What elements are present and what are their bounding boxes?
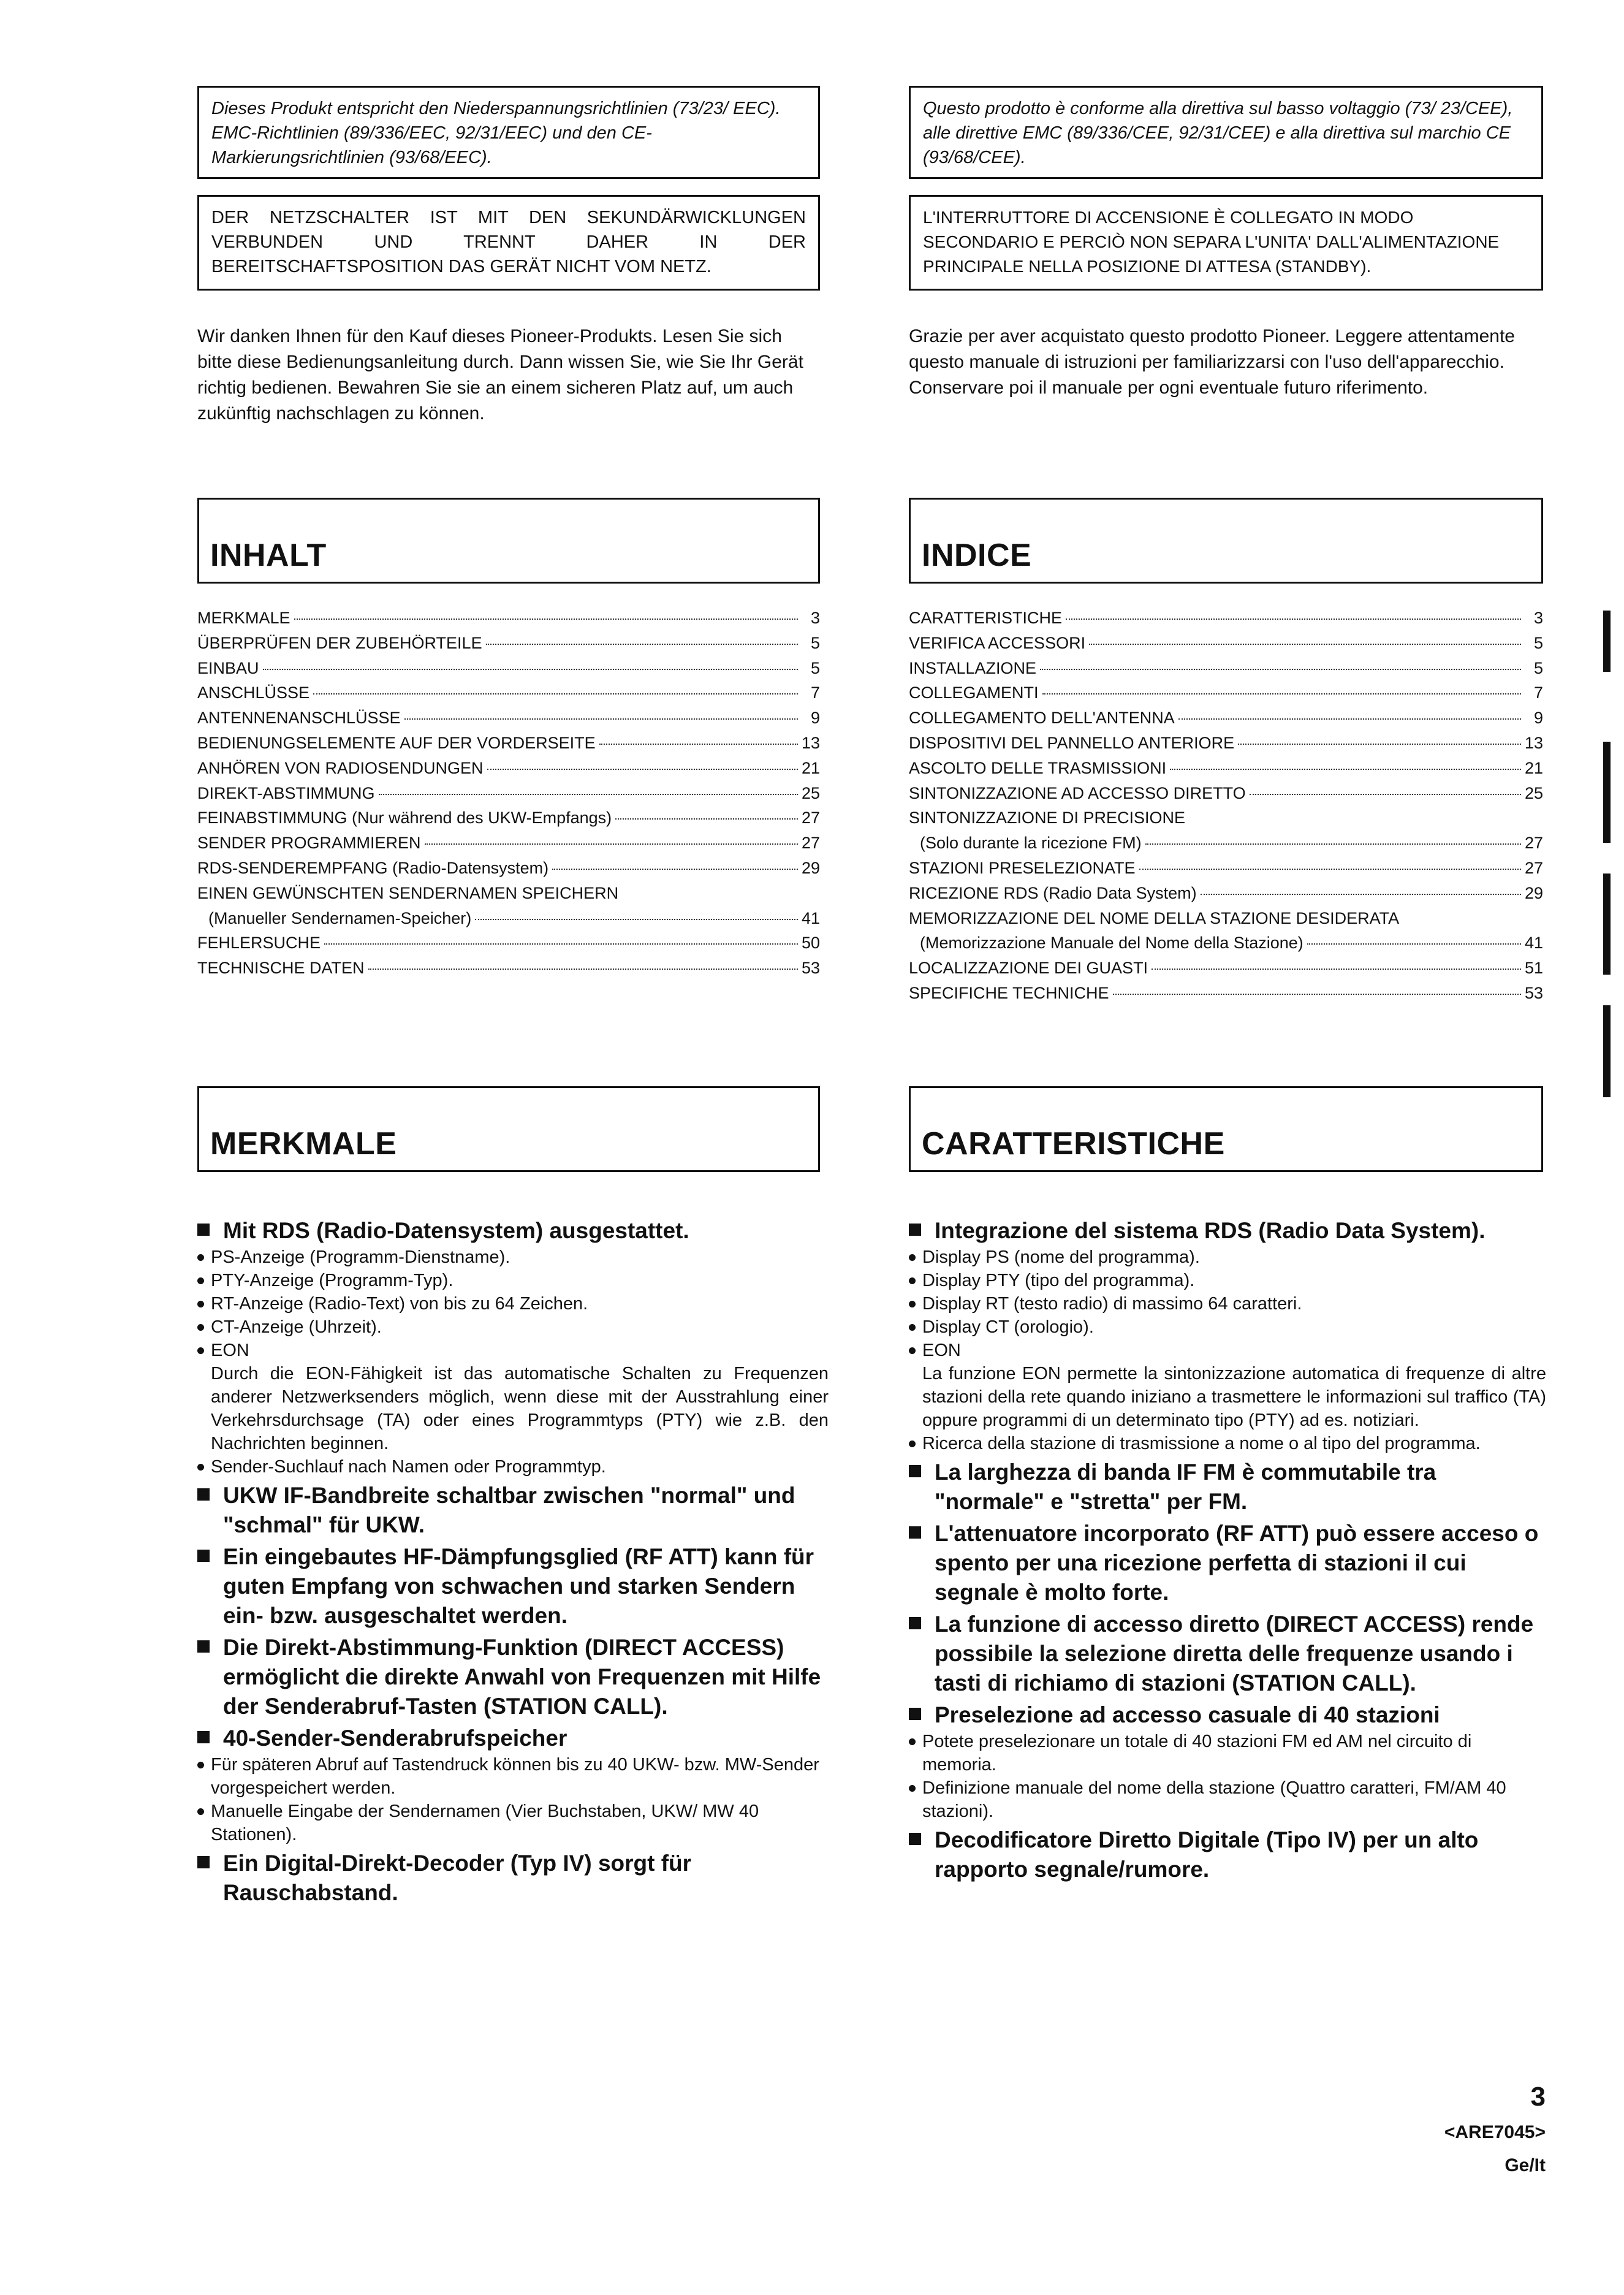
- toc-entry-page: 29: [801, 858, 820, 877]
- german-features-list: [197, 1214, 829, 1908]
- feature-text: Die Direkt-Abstimmung-Funktion (DIRECT ACCESS) ermöglicht die direkte Anwahl von Frequenzen mit Hilfe der Senderabruf-Tasten (STATION CALL).: [223, 1635, 821, 1719]
- german-features-heading-box: [197, 1086, 820, 1172]
- toc-entry-label: EINBAU: [197, 658, 259, 677]
- divider: [911, 1170, 1541, 1172]
- toc-entry-label: ASCOLTO DELLE TRASMISSIONI: [909, 758, 1167, 777]
- bullet-text: CT-Anzeige (Uhrzeit).: [211, 1317, 382, 1337]
- feature-bullet: [909, 1432, 1546, 1455]
- bullet-text: Ricerca della stazione di trasmissione a nome o al tipo del programma.: [922, 1434, 1481, 1453]
- toc-entry-label: ANSCHLÜSSE: [197, 683, 310, 702]
- feature-heading: [909, 1519, 1546, 1607]
- feature-bullet: [197, 1455, 829, 1479]
- dot-bullet-icon: [197, 1762, 204, 1768]
- toc-leader-dots: [1139, 869, 1521, 870]
- toc-leader-dots: [425, 843, 798, 845]
- italian-ce-notice: [909, 86, 1543, 179]
- toc-entry-label: ANHÖREN VON RADIOSENDUNGEN: [197, 758, 484, 777]
- feature-text: L'attenuatore incorporato (RF ATT) può essere acceso o spento per una ricezione perfetta di stazioni il cui segnale è molto forte.: [935, 1521, 1539, 1605]
- toc-entry-label: LOCALIZZAZIONE DEI GUASTI: [909, 959, 1148, 978]
- toc-entry-page: 9: [810, 709, 820, 728]
- toc-entry: [909, 781, 1543, 806]
- toc-entry-page: 41: [1524, 934, 1543, 953]
- toc-leader-dots: [487, 769, 798, 770]
- feature-text: Ein eingebautes HF-Dämpfungsglied (RF ATT) kann für guten Empfang von schwachen und starken Sendern ein- bzw. ausgeschaltet werden.: [223, 1544, 814, 1628]
- bullet-text: Definizione manuale del nome della stazione (Quattro caratteri, FM/AM 40 stazioni).: [922, 1778, 1506, 1821]
- toc-entry-page: 27: [1524, 858, 1543, 877]
- feature-bullet: [197, 1292, 829, 1315]
- toc-entry-label: ÜBERPRÜFEN DER ZUBEHÖRTEILE: [197, 633, 482, 652]
- toc-entry: [909, 680, 1543, 706]
- german-power-switch-text: DER NETZSCHALTER IST MIT DEN SEKUNDÄRWICKLUNGEN VERBUNDEN UND TRENNT DAHER IN DER BEREITSCHAFTSPOSITION DAS GERÄT NICHT VOM NETZ.: [211, 208, 806, 276]
- toc-entry-label: STAZIONI PRESELEZIONATE: [909, 858, 1136, 877]
- toc-leader-dots: [263, 669, 798, 670]
- bullet-text: RT-Anzeige (Radio-Text) von bis zu 64 Zeichen.: [211, 1294, 588, 1314]
- toc-entry-page: 25: [1524, 783, 1543, 802]
- toc-entry: [197, 631, 820, 656]
- toc-entry-page: 13: [1524, 733, 1543, 752]
- feature-heading: [197, 1542, 829, 1631]
- italian-features-list: [909, 1214, 1546, 1884]
- italian-ce-notice-text: Questo prodotto è conforme alla direttiva sul basso voltaggio (73/ 23/CEE), alle direttive EMC (89/336/CEE, 92/31/CEE) e alla direttiva sul marchio CE (93/68/CEE).: [923, 99, 1513, 167]
- toc-leader-dots: [294, 618, 798, 620]
- toc-entry-label: SINTONIZZAZIONE AD ACCESSO DIRETTO: [909, 783, 1246, 802]
- toc-leader-dots: [1201, 894, 1521, 895]
- feature-heading: [909, 1458, 1546, 1517]
- toc-entry-page: 41: [801, 908, 820, 927]
- square-bullet-icon: [909, 1708, 921, 1720]
- toc-entry-label: RICEZIONE RDS (Radio Data System): [909, 883, 1197, 902]
- toc-entry: [197, 906, 820, 931]
- toc-leader-dots: [1042, 693, 1521, 695]
- italian-power-switch-text: L'INTERRUTTORE DI ACCENSIONE È COLLEGATO IN MODO SECONDARIO E PERCIÒ NON SEPARA L'UNITA' DALL'ALIMENTAZIONE PRINCIPALE NELLA POSIZIONE DI ATTESA (STANDBY).: [923, 208, 1500, 276]
- toc-leader-dots: [486, 644, 798, 645]
- toc-leader-dots: [368, 969, 798, 970]
- feature-heading: [197, 1216, 829, 1246]
- bullet-text: Display PS (nome del programma).: [922, 1247, 1200, 1267]
- toc-entry-page: 5: [1533, 658, 1543, 677]
- dot-bullet-icon: [197, 1347, 204, 1354]
- feature-heading: [909, 1825, 1546, 1884]
- dot-bullet-icon: [197, 1464, 204, 1471]
- feature-bullet: [197, 1339, 829, 1362]
- italian-power-switch-notice: [909, 195, 1543, 291]
- feature-text: Ein Digital-Direkt-Decoder (Typ IV) sorgt für Rauschabstand.: [223, 1851, 692, 1905]
- toc-entry: [909, 881, 1543, 906]
- bullet-text: PTY-Anzeige (Programm-Typ).: [211, 1271, 453, 1290]
- toc-leader-dots: [1178, 718, 1521, 720]
- language-code: Ge/It: [1504, 2155, 1546, 2175]
- toc-entry-label: (Solo durante la ricezione FM): [920, 834, 1142, 853]
- feature-bullet: [197, 1753, 829, 1800]
- bullet-text: Sender-Suchlauf nach Namen oder Programmtyp.: [211, 1457, 606, 1477]
- dot-bullet-icon: [909, 1277, 916, 1284]
- toc-entry-page: 21: [1524, 758, 1543, 777]
- square-bullet-icon: [909, 1224, 921, 1236]
- toc-leader-dots: [324, 943, 798, 945]
- german-intro: Wir danken Ihnen für den Kauf dieses Pioneer-Produkts. Lesen Sie sich bitte diese Bedienungsanleitung durch. Dann wissen Sie, wie Sie Ihr Gerät richtig bedienen. Bewahren Sie sie an einem sicheren Platz auf, um auch zukünftig nachschlagen zu können.: [197, 326, 803, 424]
- dot-bullet-icon: [909, 1738, 916, 1745]
- toc-entry: [197, 956, 820, 981]
- toc-entry: [197, 931, 820, 956]
- toc-entry-label: RDS-SENDEREMPFANG (Radio-Datensystem): [197, 858, 549, 877]
- toc-entry: [909, 805, 1543, 831]
- toc-entry: [909, 756, 1543, 781]
- toc-entry: [197, 805, 820, 831]
- toc-entry: [909, 706, 1543, 731]
- toc-entry: [909, 956, 1543, 981]
- toc-entry-label: SINTONIZZAZIONE DI PRECISIONE: [909, 809, 1186, 828]
- toc-entry: [909, 631, 1543, 656]
- dot-bullet-icon: [197, 1254, 204, 1261]
- italian-table-of-contents: [909, 606, 1543, 1006]
- toc-leader-dots: [1089, 644, 1521, 645]
- dot-bullet-icon: [909, 1254, 916, 1261]
- toc-leader-dots: [552, 869, 798, 870]
- bullet-text: EON: [211, 1341, 249, 1360]
- toc-entry-label: DIREKT-ABSTIMMUNG: [197, 783, 375, 802]
- toc-entry-label: SENDER PROGRAMMIEREN: [197, 834, 421, 853]
- toc-entry-label: COLLEGAMENTI: [909, 683, 1039, 702]
- italian-features-heading: CARATTERISTICHE: [922, 1126, 1225, 1162]
- italian-features-heading-box: [909, 1086, 1543, 1172]
- italian-toc-heading: INDICE: [922, 538, 1032, 573]
- toc-leader-dots: [1145, 843, 1521, 845]
- toc-leader-dots: [1238, 744, 1521, 745]
- toc-entry-page: 53: [801, 959, 820, 978]
- toc-entry-label: TECHNISCHE DATEN: [197, 959, 365, 978]
- toc-leader-dots: [404, 718, 798, 720]
- feature-heading: [197, 1633, 829, 1721]
- feature-bullet: [197, 1800, 829, 1846]
- italian-intro: Grazie per aver acquistato questo prodotto Pioneer. Leggere attentamente questo manuale di istruzioni per familiarizzarsi con l'uso dell'apparecchio. Conservare poi il manuale per ogni eventuale futuro riferimento.: [909, 326, 1515, 398]
- edge-index-mark: [1603, 873, 1611, 975]
- toc-entry-page: 3: [1533, 609, 1543, 627]
- toc-entry-page: 27: [1524, 834, 1543, 853]
- toc-leader-dots: [379, 794, 798, 795]
- feature-heading: [197, 1724, 829, 1753]
- square-bullet-icon: [197, 1550, 210, 1562]
- toc-entry: [197, 881, 820, 906]
- german-ce-notice-text: Dieses Produkt entspricht den Niederspannungsrichtlinien (73/23/ EEC). EMC-Richtlinien (89/336/EEC, 92/31/EEC) und den CE-Markierungsrichtlinien (93/68/EEC).: [211, 99, 781, 167]
- feature-bullet: [197, 1246, 829, 1269]
- toc-entry-label: DISPOSITIVI DEL PANNELLO ANTERIORE: [909, 733, 1235, 752]
- toc-entry-label: FEINABSTIMMUNG (Nur während des UKW-Empfangs): [197, 809, 612, 828]
- toc-entry-page: 9: [1533, 709, 1543, 728]
- feature-text: Preselezione ad accesso casuale di 40 stazioni: [935, 1702, 1440, 1727]
- square-bullet-icon: [197, 1488, 210, 1501]
- german-toc-heading-box: [197, 498, 820, 584]
- feature-text: Integrazione del sistema RDS (Radio Data System).: [935, 1218, 1486, 1243]
- bullet-text: PS-Anzeige (Programm-Dienstname).: [211, 1247, 510, 1267]
- toc-entry-page: 27: [801, 809, 820, 828]
- toc-entry-page: 5: [1533, 633, 1543, 652]
- square-bullet-icon: [197, 1856, 210, 1868]
- toc-entry-page: 5: [810, 658, 820, 677]
- eon-description: Durch die EON-Fähigkeit ist das automatische Schalten zu Frequenzen anderer Netzwerksenders möglich, wenn diese mit der Ausstrahlung einer Verkehrsdurchsage (TA) oder eines Programmtyps (PTY) wie z.B. den Nachrichten beginnen.: [211, 1364, 829, 1453]
- toc-leader-dots: [615, 818, 798, 820]
- toc-entry: [909, 856, 1543, 881]
- dot-bullet-icon: [197, 1324, 204, 1331]
- square-bullet-icon: [909, 1465, 921, 1477]
- toc-leader-dots: [313, 693, 798, 695]
- toc-entry: [197, 606, 820, 631]
- dot-bullet-icon: [909, 1441, 916, 1447]
- toc-entry-label: (Memorizzazione Manuale del Nome della Stazione): [920, 934, 1303, 953]
- toc-entry-label: CARATTERISTICHE: [909, 609, 1063, 627]
- toc-leader-dots: [1040, 669, 1521, 670]
- page-number: 3: [1530, 2082, 1546, 2112]
- dot-bullet-icon: [909, 1347, 916, 1354]
- toc-entry-page: 5: [810, 633, 820, 652]
- feature-bullet: [909, 1339, 1546, 1362]
- toc-entry: [909, 906, 1543, 931]
- feature-text: Decodificatore Diretto Digitale (Tipo IV) per un alto rapporto segnale/rumore.: [935, 1827, 1479, 1882]
- feature-bullet: [909, 1269, 1546, 1292]
- toc-entry-page: 27: [801, 834, 820, 853]
- square-bullet-icon: [909, 1833, 921, 1845]
- feature-heading: [197, 1849, 829, 1908]
- divider: [911, 582, 1541, 584]
- feature-text: UKW IF-Bandbreite schaltbar zwischen "normal" und "schmal" für UKW.: [223, 1483, 795, 1537]
- square-bullet-icon: [197, 1224, 210, 1236]
- feature-heading: [197, 1481, 829, 1540]
- toc-leader-dots: [475, 919, 798, 920]
- toc-entry: [197, 680, 820, 706]
- bullet-text: Potete preselezionare un totale di 40 stazioni FM ed AM nel circuito di memoria.: [922, 1732, 1472, 1775]
- german-toc-heading: INHALT: [210, 538, 327, 573]
- feature-text: La larghezza di banda IF FM è commutabile tra "normale" e "stretta" per FM.: [935, 1460, 1436, 1514]
- toc-entry: [197, 831, 820, 856]
- toc-entry: [197, 856, 820, 881]
- bullet-text: Display PTY (tipo del programma).: [922, 1271, 1195, 1290]
- bullet-text: Für späteren Abruf auf Tastendruck können bis zu 40 UKW- bzw. MW-Sender vorgespeichert werden.: [211, 1755, 819, 1798]
- toc-entry-label: BEDIENUNGSELEMENTE AUF DER VORDERSEITE: [197, 733, 596, 752]
- toc-leader-dots: [1307, 943, 1521, 945]
- bullet-text: Manuelle Eingabe der Sendernamen (Vier Buchstaben, UKW/ MW 40 Stationen).: [211, 1802, 759, 1844]
- toc-leader-dots: [1170, 769, 1521, 770]
- dot-bullet-icon: [909, 1324, 916, 1331]
- toc-entry: [909, 731, 1543, 756]
- toc-leader-dots: [1152, 969, 1521, 970]
- toc-entry-label: VERIFICA ACCESSORI: [909, 633, 1086, 652]
- toc-entry: [197, 756, 820, 781]
- toc-entry-label: EINEN GEWÜNSCHTEN SENDERNAMEN SPEICHERN: [197, 883, 619, 902]
- feature-text: Mit RDS (Radio-Datensystem) ausgestattet.: [223, 1218, 689, 1243]
- feature-heading: [909, 1610, 1546, 1698]
- italian-toc-heading-box: [909, 498, 1543, 584]
- edge-index-mark: [1603, 1005, 1611, 1097]
- feature-bullet: [197, 1315, 829, 1339]
- toc-entry-page: 29: [1524, 883, 1543, 902]
- feature-bullet: [909, 1730, 1546, 1776]
- toc-leader-dots: [1113, 994, 1521, 995]
- german-ce-notice: [197, 86, 820, 179]
- eon-description: La funzione EON permette la sintonizzazione automatica di frequenze di altre stazioni della rete quando iniziano a trasmettere le informazioni sul traffico (TA) oppure programmi di un determinato tipo (PTY) ad es. notiziari.: [922, 1364, 1546, 1430]
- divider: [199, 582, 818, 584]
- dot-bullet-icon: [197, 1277, 204, 1284]
- toc-leader-dots: [1066, 618, 1521, 620]
- dot-bullet-icon: [197, 1301, 204, 1307]
- feature-heading: [909, 1216, 1546, 1246]
- toc-entry-page: 7: [1533, 683, 1543, 702]
- square-bullet-icon: [909, 1617, 921, 1629]
- toc-entry-page: 51: [1524, 959, 1543, 978]
- toc-entry-label: MEMORIZZAZIONE DEL NOME DELLA STAZIONE DESIDERATA: [909, 908, 1400, 927]
- toc-entry-label: FEHLERSUCHE: [197, 934, 321, 953]
- german-table-of-contents: [197, 606, 820, 981]
- feature-bullet: [909, 1292, 1546, 1315]
- toc-leader-dots: [1250, 794, 1521, 795]
- toc-entry-page: 13: [801, 733, 820, 752]
- toc-entry: [197, 656, 820, 681]
- feature-heading: [909, 1700, 1546, 1730]
- edge-index-mark: [1603, 742, 1611, 843]
- feature-bullet: [909, 1246, 1546, 1269]
- toc-entry-page: 7: [810, 683, 820, 702]
- dot-bullet-icon: [197, 1808, 204, 1815]
- toc-entry: [909, 606, 1543, 631]
- dot-bullet-icon: [909, 1785, 916, 1792]
- toc-entry: [909, 656, 1543, 681]
- toc-entry-page: 53: [1524, 983, 1543, 1002]
- toc-entry: [909, 981, 1543, 1006]
- bullet-text: EON: [922, 1341, 961, 1360]
- toc-entry: [909, 831, 1543, 856]
- toc-entry: [909, 931, 1543, 956]
- toc-leader-dots: [599, 744, 798, 745]
- divider: [199, 1170, 818, 1172]
- toc-entry-label: INSTALLAZIONE: [909, 658, 1037, 677]
- german-features-heading: MERKMALE: [210, 1126, 397, 1162]
- toc-entry-label: (Manueller Sendernamen-Speicher): [208, 908, 472, 927]
- toc-entry-label: SPECIFICHE TECHNICHE: [909, 983, 1109, 1002]
- toc-entry-label: COLLEGAMENTO DELL'ANTENNA: [909, 709, 1175, 728]
- square-bullet-icon: [197, 1640, 210, 1653]
- feature-bullet: [909, 1315, 1546, 1339]
- toc-entry-page: 50: [801, 934, 820, 953]
- toc-entry-label: ANTENNENANSCHLÜSSE: [197, 709, 401, 728]
- toc-entry: [197, 706, 820, 731]
- toc-entry-page: 3: [810, 609, 820, 627]
- bullet-text: Display CT (orologio).: [922, 1317, 1094, 1337]
- feature-text: 40-Sender-Senderabrufspeicher: [223, 1726, 567, 1751]
- feature-bullet: [909, 1776, 1546, 1823]
- feature-bullet: [197, 1269, 829, 1292]
- german-power-switch-notice: [197, 195, 820, 291]
- toc-entry-label: MERKMALE: [197, 609, 290, 627]
- dot-bullet-icon: [909, 1301, 916, 1307]
- document-code: <ARE7045>: [1444, 2122, 1546, 2142]
- square-bullet-icon: [197, 1731, 210, 1743]
- toc-entry-page: 25: [801, 783, 820, 802]
- bullet-text: Display RT (testo radio) di massimo 64 caratteri.: [922, 1294, 1302, 1314]
- edge-index-mark: [1603, 611, 1611, 672]
- toc-entry: [197, 731, 820, 756]
- toc-entry-page: 21: [801, 758, 820, 777]
- feature-text: La funzione di accesso diretto (DIRECT ACCESS) rende possibile la selezione diretta delle frequenze usando i tasti di richiamo di stazioni (STATION CALL).: [935, 1612, 1534, 1696]
- square-bullet-icon: [909, 1526, 921, 1539]
- toc-entry: [197, 781, 820, 806]
